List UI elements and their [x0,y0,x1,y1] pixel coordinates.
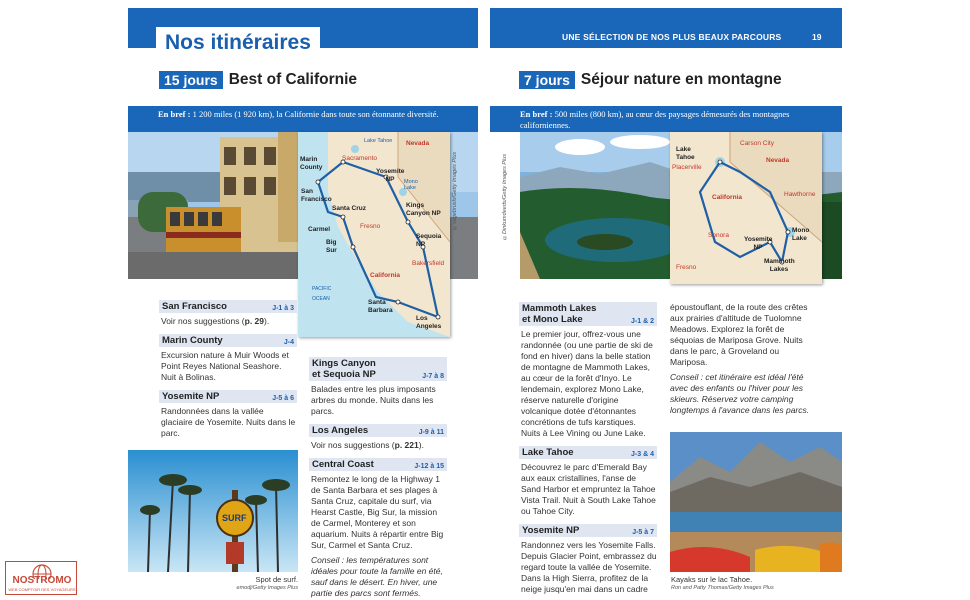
map-label-yosemite: Yosemite NP [376,168,405,183]
section-header-san-francisco [159,300,297,313]
section-header-kings-canyon [309,357,447,381]
day-tag: J-7 à 8 [422,373,444,380]
name-line-2: et Mono Lake [522,314,583,325]
day-tag: J-12 à 15 [414,463,444,470]
section-name [522,303,596,325]
section-text: Randonnées dans la vallée glaciaire de Yosemite. Nuits dans le parc. [161,406,296,438]
surf-caption: Spot de surf. [255,575,298,584]
left-sections-col2 [309,357,447,599]
right-itinerary-title [519,71,782,89]
section-name [312,358,376,380]
section-text: Randonnez vers les Yosemite Falls. Depuis Glacier Point, embrassez du regard toute la vallée de Yosemite. Dans la High Sierra, profitez de la neige jusqu'en mai dans un cadre [521,540,657,594]
section-header-yosemite [519,524,657,537]
name-line-2: et Sequoia NP [312,369,376,380]
section-header-title: UNE SÉLECTION DE NOS PLUS BEAUX PARCOURS [562,32,782,42]
section-header-central-coast [309,458,447,471]
section-name: Marin County [162,335,223,346]
section-header-los-angeles [309,424,447,437]
map-label-pacific-ocean: PACIFIC OCEAN [312,286,332,302]
map-label-san-francisco: San Francisco [301,188,332,203]
day-tag: J-5 à 7 [632,529,654,536]
right-header-bar [490,8,842,48]
map-label-lake-tahoe: Lake Tahoe [676,146,695,161]
section-header-marin-county [159,334,297,347]
section-text: Découvrez le parc d'Emerald Bay aux eaux cristallines, l'anse de Sand Harbor et empruntez la Tahoe Vista Trail. Nuit à South Lake Tahoe ou Tahoe City. [521,462,656,516]
page-reference-link[interactable]: p. 29 [244,316,265,326]
map-label-california: California [712,194,742,201]
right-sections-col2 [670,302,810,416]
summary-text: 1 200 miles (1 920 km), la Californie dans toute son étonnante diversité. [192,109,439,119]
itinerary-name: Séjour nature en montagne [580,71,782,88]
map-label-sequoia: Sequoia NP [416,233,442,248]
section-text [311,440,447,451]
left-sections-col1 [159,300,297,439]
day-tag: J-1 & 2 [631,318,654,325]
day-tag: J-3 & 4 [631,451,654,458]
section-name: Central Coast [312,459,374,470]
summary-text: 500 miles (800 km), au cœur des paysages démesurés des montagnes californiennes. [520,109,790,130]
section-name: Yosemite NP [522,525,580,536]
day-tag: J-4 [283,339,294,346]
kayak-credit: Ron and Patty Thomas/Getty Images Plus [671,585,774,591]
summary-label: En bref : [158,109,191,119]
section-name: Lake Tahoe [522,447,574,458]
day-tag: J-9 à 11 [418,429,444,436]
days-badge: 7 jours [519,71,575,89]
map-label-marin: Marin County [300,156,323,171]
surf-sign-photo [128,450,298,572]
map-label-yosemite: Yosemite NP [744,236,773,251]
page-reference-link[interactable]: p. 221 [394,440,419,450]
section-text: Le premier jour, offrez-vous une randonnée (ou une partie de ski de fond en hiver) dans la belle station de montagne de Mammoth Lakes, au cœur de la forêt d'Inyo. Le lendemain, explorez Mono Lake, réserve naturelle d'origine volcanique dotée d'étonnantes concrétions de tufs karstiques. Nuits à Lee Vining ou June Lake. [521,329,653,438]
page-number: 19 [812,32,822,42]
map-label-kings-canyon: Kings Canyon NP [406,202,441,217]
kayak-caption: Kayaks sur le lac Tahoe. [671,575,753,584]
photo-credit: ©Dinkumdeeds/Getty Images Plus [502,153,508,240]
map-label-sacramento: Sacramento [342,155,378,162]
logo-name: NOSTROMO [12,575,72,586]
name-line-1: Mammoth Lakes [522,303,597,314]
section-tip: Conseil : les températures sont idéales pour toute la famille en été, sauf dans le désert. En hiver, une partie des parcs sont fermés. [311,555,443,598]
left-itinerary-title [159,71,357,89]
map-label-santa-cruz: Santa Cruz [332,205,366,212]
days-badge: 15 jours [159,71,223,89]
map-label-los-angeles: Los Angeles [416,315,442,330]
section-header-mammoth-lakes [519,302,657,326]
nostromo-logo[interactable] [5,561,77,595]
map-label-fresno: Fresno [360,223,381,230]
map-label-hawthorne: Hawthorne [784,191,816,198]
map-label-nevada: Nevada [766,157,790,164]
summary-label: En bref : [520,109,553,119]
text-tail: ). [264,316,270,326]
map-credit: ©sagebrush/Getty Images Plus [452,151,458,230]
map-label-carson-city: Carson City [740,140,774,147]
section-text [161,316,297,327]
section-header-lake-tahoe [519,446,657,459]
kayak-photo [670,432,842,572]
continuation-text: époustouflant, de la route des crêtes aux prairies d'altitude de Tuolomne Meadows. Explorez la forêt de séquoias de Mariposa Grove. Nuits dans le parc, à Groveland ou Mariposa. [670,302,808,367]
map-label-mono-lake: Mono Lake [404,179,418,191]
section-header-yosemite [159,390,297,403]
name-line-1: Kings Canyon [312,358,376,369]
map-label-lake-tahoe: Lake Tahoe [364,138,393,144]
map-label-mammoth: Mammoth Lakes [764,258,795,273]
section-tip: Conseil : cet itinéraire est idéal l'été avec des enfants ou l'hiver pour les skieurs. Réservez votre camping longtemps à l'avance dans les parcs. [670,372,810,415]
section-text: Excursion nature à Muir Woods et Point Reyes National Seashore. Nuit à Bolinas. [161,350,289,382]
summary-banner [490,106,842,132]
section-name: San Francisco [162,301,227,312]
page-title: Nos itinéraires [156,27,320,57]
map-label-placerville: Placerville [672,164,702,171]
sierra-route-map [670,132,822,284]
map-label-california: California [370,272,400,279]
surf-sign-text: SURF [222,513,247,523]
itinerary-name: Best of Californie [228,71,358,88]
surf-credit: emodj/Getty Images Plus [236,585,298,591]
right-sections-col1 [519,302,657,595]
section-name: Los Angeles [312,425,369,436]
map-label-santa-barbara: Santa Barbara [368,299,393,314]
map-label-carmel: Carmel [308,226,331,233]
section-text: Balades entre les plus imposants arbres du monde. Nuits dans les parcs. [311,384,436,416]
map-label-nevada: Nevada [406,140,430,147]
text-part: Voir nos suggestions ( [161,316,245,326]
logo-tagline: WEB COMPTOIR DES VOYAGEURS [8,587,76,592]
map-label-bakersfield: Bakersfield [412,260,445,267]
section-text: Remontez le long de la Highway 1 de Santa Barbara et ses plages à Santa Cruz, capitale du surf, via Hearst Castle, Big Sur, la mission de Carmel, Monterey et son aquarium. Nuits à répartir entre Big Sur, Carmel et Santa Cruz. [311,474,444,550]
california-route-map [298,132,450,337]
map-label-sonora: Sonora [708,232,729,239]
text-tail: ). [418,440,424,450]
map-label-mono-lake: Mono Lake [792,227,810,242]
text-part: Voir nos suggestions ( [311,440,395,450]
section-name: Yosemite NP [162,391,220,402]
day-tag: J-1 à 3 [272,305,294,312]
map-label-big-sur: Big Sur [326,239,337,254]
summary-banner [128,106,478,132]
day-tag: J-5 à 6 [272,395,294,402]
map-label-fresno: Fresno [676,264,697,271]
